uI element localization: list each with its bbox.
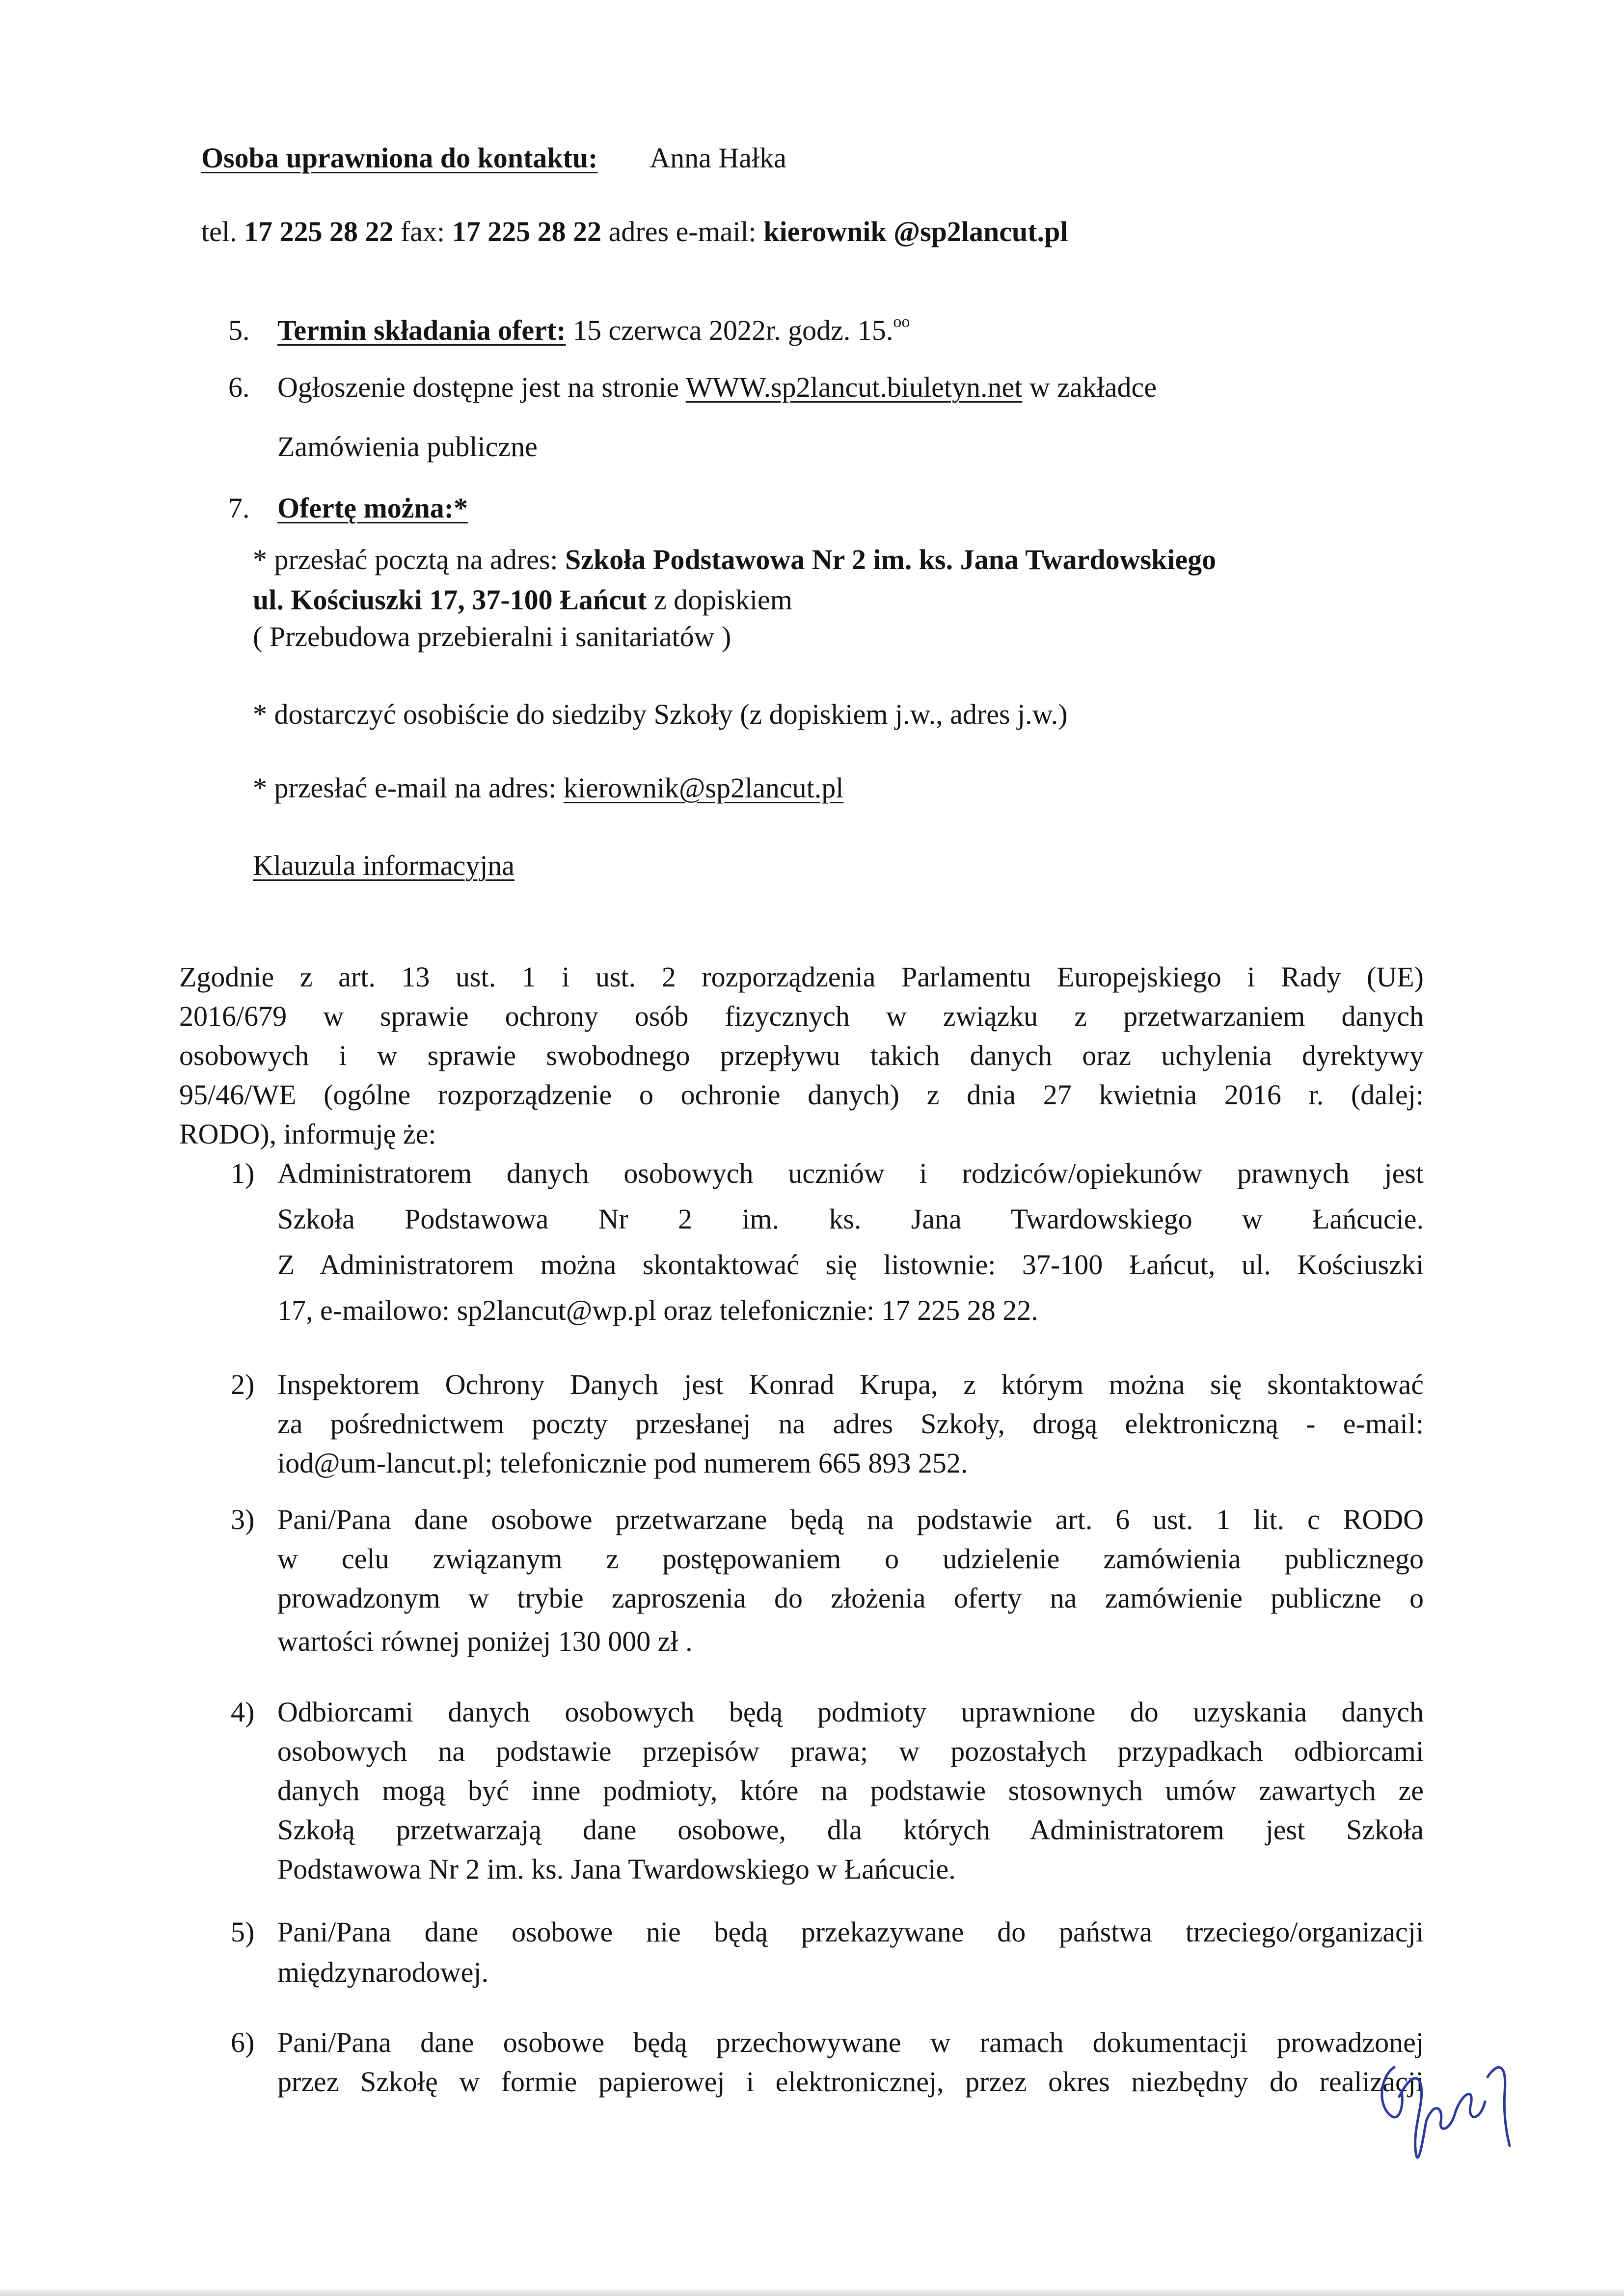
point-line: Podstawowa Nr 2 im. ks. Jana Twardowskiego w Łańcucie.: [277, 1853, 956, 1885]
email-offer-text: * przesłać e-mail na adres:: [253, 772, 557, 804]
point-line: Szkołą przetwarzają dane osobowe, dla których Administratorem jest Szkoła: [277, 1814, 1424, 1846]
intro-line: osobowych i w sprawie swobodnego przepływu takich danych oraz uchylenia dyrektywy: [179, 1039, 1424, 1071]
point-line: iod@um-lancut.pl; telefonicznie pod numerem 665 893 252.: [277, 1447, 968, 1479]
fax-number: 17 225 28 22: [452, 216, 602, 247]
point-2: [277, 1367, 1424, 1485]
intro-line: Zgodnie z art. 13 ust. 1 i ust. 2 rozporządzenia Parlamentu Europejskiego i Rady (UE): [179, 961, 1424, 993]
contact-name: Anna Hałka: [650, 142, 786, 174]
point-1-number: 1): [231, 1157, 255, 1189]
scan-bottom-edge: [0, 2289, 1624, 2296]
biuletyn-link[interactable]: WWW.sp2lancut.biuletyn.net: [685, 371, 1023, 403]
item-5: [277, 313, 910, 348]
deadline-value: 15 czerwca 2022r. godz. 15.: [573, 314, 893, 346]
handwritten-signature-icon: [1365, 2048, 1527, 2175]
clause-title: Klauzula informacyjna: [253, 849, 515, 881]
point-6-number: 6): [231, 2026, 255, 2058]
contact-label: Osoba uprawniona do kontaktu:: [201, 142, 598, 174]
point-line: Inspektorem Ochrony Danych jest Konrad Krupa, z którym można się skontaktować: [277, 1368, 1424, 1400]
offer-in-person: * dostarczyć osobiście do siedziby Szkoły (z dopiskiem j.w., adres j.w.): [253, 698, 1068, 730]
point-line: prowadzonym w trybie zaproszenia do złożenia oferty na zamówienie publiczne o: [277, 1582, 1424, 1614]
offer-by-email: [253, 771, 843, 805]
offer-email-link[interactable]: kierownik@sp2lancut.pl: [563, 772, 844, 804]
item-6: [277, 370, 1157, 405]
point-line: danych mogą być inne podmioty, które na podstawie stosownych umów zawartych ze: [277, 1775, 1424, 1806]
item-5-number: 5.: [228, 314, 250, 346]
announcement-tab-text: w zakładce: [1029, 371, 1157, 403]
point-line: Pani/Pana dane osobowe będą przechowywane w ramach dokumentacji prowadzonej: [277, 2026, 1424, 2058]
school-address: ul. Kościuszki 17, 37-100 Łańcut: [253, 584, 647, 616]
point-2-number: 2): [231, 1368, 255, 1400]
point-line: Szkoła Podstawowa Nr 2 im. ks. Jana Twardowskiego w Łańcucie.: [277, 1203, 1424, 1235]
point-4: [277, 1695, 1424, 1891]
item-6-number: 6.: [228, 371, 250, 403]
announcement-text: Ogłoszenie dostępne jest na stronie: [277, 371, 679, 403]
tel-label: tel.: [201, 216, 237, 247]
point-3-number: 3): [231, 1503, 255, 1535]
point-line: 17, e-mailowo: sp2lancut@wp.pl oraz telefonicznie: 17 225 28 22.: [277, 1294, 1038, 1326]
point-line: przez Szkołę w formie papierowej i elektronicznej, przez okres niezbędny do realizacji: [277, 2066, 1424, 2098]
offer-by-post: [253, 543, 1216, 577]
point-4-number: 4): [231, 1696, 255, 1728]
intro-line: 95/46/WE (ogólne rozporządzenie o ochronie danych) z dnia 27 kwietnia 2016 r. (dalej:: [179, 1079, 1424, 1111]
fax-label: fax:: [400, 216, 445, 247]
point-5: [277, 1915, 1424, 1995]
offer-methods-label: Ofertę można:*: [277, 492, 468, 524]
deadline-minutes: oo: [893, 313, 910, 331]
school-name: Szkoła Podstawowa Nr 2 im. ks. Jana Twardowskiego: [565, 544, 1217, 575]
item-7-number: 7.: [228, 492, 250, 524]
point-line: osobowych na podstawie przepisów prawa; w pozostałych przypadkach odbiorcami: [277, 1735, 1424, 1767]
point-3: [277, 1503, 1424, 1664]
contact-details: [201, 215, 1068, 249]
post-text: * przesłać pocztą na adres:: [253, 544, 558, 575]
point-line: Z Administratorem można skontaktować się listownie: 37-100 Łańcut, ul. Kościuszki: [277, 1249, 1424, 1281]
point-line: Administratorem danych osobowych uczniów i rodziców/opiekunów prawnych jest: [277, 1157, 1424, 1189]
point-6: [277, 2025, 1424, 2104]
email-label: adres e-mail:: [608, 216, 757, 247]
point-line: w celu związanym z postępowaniem o udzielenie zamówienia publicznego: [277, 1543, 1424, 1575]
point-1: [277, 1156, 1424, 1339]
offer-address: [253, 583, 792, 617]
intro-line: RODO), informuję że:: [179, 1118, 436, 1150]
annotation-text: z dopiskiem: [653, 584, 792, 616]
point-5-number: 5): [231, 1916, 255, 1948]
point-line: Odbiorcami danych osobowych będą podmioty uprawnione do uzyskania danych: [277, 1696, 1424, 1728]
intro-paragraph: [179, 960, 1424, 1156]
contact-email: kierownik @sp2lancut.pl: [763, 216, 1068, 247]
point-line: Pani/Pana dane osobowe przetwarzane będą na podstawie art. 6 ust. 1 lit. c RODO: [277, 1503, 1424, 1535]
offer-subject: ( Przebudowa przebieralni i sanitariatów ): [253, 621, 731, 653]
point-line: wartości równej poniżej 130 000 zł .: [277, 1625, 693, 1657]
deadline-label: Termin składania ofert:: [277, 314, 566, 346]
item-6-line2: Zamówienia publiczne: [277, 431, 538, 463]
point-line: międzynarodowej.: [277, 1956, 489, 1988]
point-line: Pani/Pana dane osobowe nie będą przekazywane do państwa trzeciego/organizacji: [277, 1916, 1424, 1948]
intro-line: 2016/679 w sprawie ochrony osób fizycznych w związku z przetwarzaniem danych: [179, 1000, 1424, 1032]
point-line: za pośrednictwem poczty przesłanej na adres Szkoły, drogą elektroniczną - e-mail:: [277, 1408, 1424, 1440]
tel-number: 17 225 28 22: [244, 216, 394, 247]
contact-line: [201, 141, 786, 175]
